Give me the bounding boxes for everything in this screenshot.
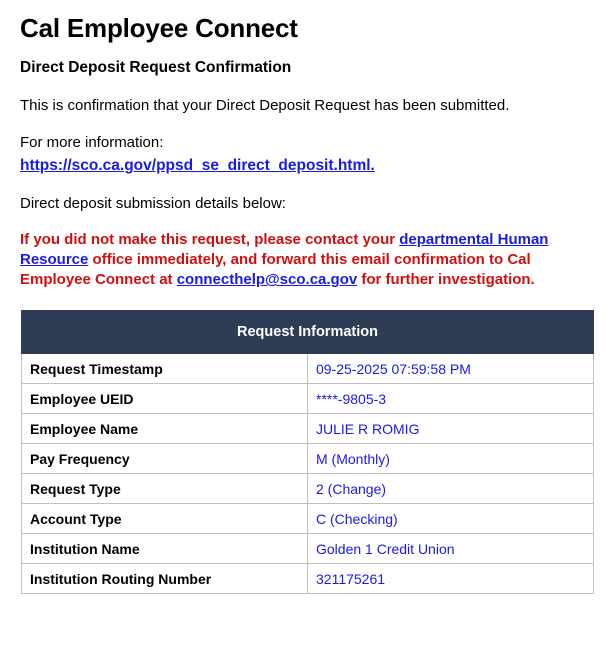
table-row (22, 354, 594, 384)
table-header-title: Request Information (22, 311, 594, 354)
connecthelp-email-link[interactable]: connecthelp@sco.ca.gov (176, 271, 358, 289)
table-row (22, 534, 594, 564)
row-value: 09-25-2025 07:59:58 PM (308, 354, 594, 384)
table-row (22, 384, 594, 414)
row-label: Institution Routing Number (22, 564, 308, 594)
warning-text-part2: office immediately, and forward this email confirmation to Cal Employee Connect at (20, 251, 531, 289)
row-label: Pay Frequency (22, 444, 308, 474)
table-body (22, 354, 594, 594)
details-intro-paragraph: Direct deposit submission details below: (20, 195, 286, 213)
table-row (22, 414, 594, 444)
warning-notice (20, 230, 592, 290)
request-information-table (21, 310, 594, 594)
row-value: 2 (Change) (308, 474, 594, 504)
row-label: Request Timestamp (22, 354, 308, 384)
page-subtitle: Direct Deposit Request Confirmation (20, 58, 292, 76)
warning-text-part3: for further investigation. (357, 271, 535, 289)
row-value: Golden 1 Credit Union (308, 534, 594, 564)
row-value: 321175261 (308, 564, 594, 594)
table-header-row (22, 311, 594, 354)
table-row (22, 474, 594, 504)
row-label: Employee Name (22, 414, 308, 444)
table-row (22, 444, 594, 474)
table-row (22, 564, 594, 594)
hr-link[interactable]: departmental Human Resource (20, 231, 549, 269)
direct-deposit-info-link[interactable]: https://sco.ca.gov/ppsd_se_direct_deposit.html. (20, 157, 375, 175)
row-label: Request Type (22, 474, 308, 504)
more-info-label: For more information: (20, 133, 164, 151)
row-value: JULIE R ROMIG (308, 414, 594, 444)
row-label: Institution Name (22, 534, 308, 564)
row-label: Employee UEID (22, 384, 308, 414)
confirmation-paragraph: This is confirmation that your Direct Deposit Request has been submitted. (20, 96, 510, 114)
row-value: C (Checking) (308, 504, 594, 534)
table-row (22, 504, 594, 534)
warning-text-part1: If you did not make this request, please contact your (20, 231, 400, 249)
row-value: ****-9805-3 (308, 384, 594, 414)
row-value: M (Monthly) (308, 444, 594, 474)
row-label: Account Type (22, 504, 308, 534)
page-title: Cal Employee Connect (20, 13, 298, 43)
